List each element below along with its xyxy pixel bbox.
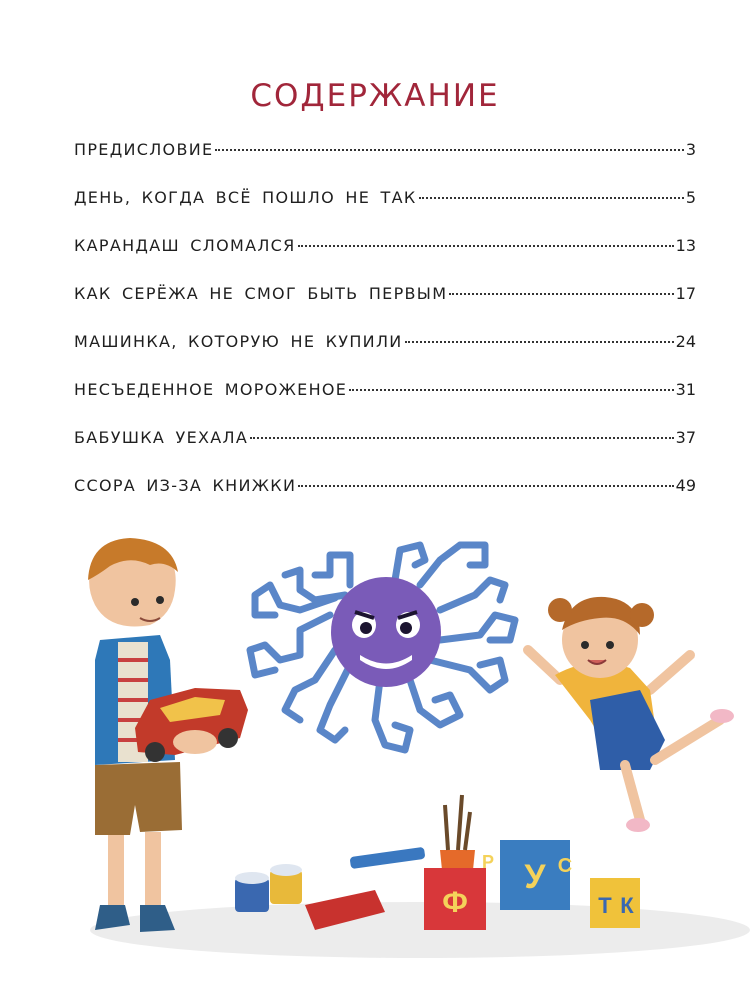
toc-entry-page: 31 [675, 380, 696, 399]
dot-leader [215, 149, 683, 151]
toc-entry[interactable] [74, 188, 696, 236]
girl [528, 597, 734, 832]
page-title: СОДЕРЖАНИЕ [250, 78, 500, 114]
toc-entry-title: НЕСЪЕДЕННОЕ МОРОЖЕНОЕ [74, 380, 348, 399]
dot-leader [298, 245, 674, 247]
toc-entry[interactable] [74, 332, 696, 380]
toc-entry-title: МАШИНКА, КОТОРУЮ НЕ КУПИЛИ [74, 332, 403, 351]
toc-entry-title: КАК СЕРЁЖА НЕ СМОГ БЫТЬ ПЕРВЫМ [74, 284, 448, 303]
block-letter: К [620, 893, 634, 918]
toc-entry[interactable] [74, 236, 696, 284]
block-letter: У [524, 858, 546, 896]
block-letter: С [557, 855, 573, 877]
toc-entry-page: 13 [675, 236, 696, 255]
toc-entry[interactable] [74, 428, 696, 476]
toc-entry-page: 49 [675, 476, 696, 495]
toc-entry-page: 5 [685, 188, 696, 207]
toc-entry[interactable] [74, 140, 696, 188]
table-of-contents [74, 140, 696, 524]
boy [88, 538, 248, 932]
toc-entry-title: БАБУШКА УЕХАЛА [74, 428, 249, 447]
toc-entry[interactable] [74, 380, 696, 428]
block-letter: Р [481, 852, 495, 872]
dot-leader [419, 197, 684, 199]
dot-leader [349, 389, 673, 391]
toc-entry-title: ПРЕДИСЛОВИЕ [74, 140, 214, 159]
illustration [0, 515, 750, 1000]
block-letter: Ф [442, 886, 468, 919]
toc-entry-title: ДЕНЬ, КОГДА ВСЁ ПОШЛО НЕ ТАК [74, 188, 417, 207]
toc-entry-page: 3 [685, 140, 696, 159]
dot-leader [250, 437, 674, 439]
toc-entry[interactable] [74, 284, 696, 332]
toc-entry-page: 17 [675, 284, 696, 303]
dot-leader [449, 293, 673, 295]
toc-entry-title: КАРАНДАШ СЛОМАЛСЯ [74, 236, 296, 255]
block-letter: Т [598, 893, 612, 918]
toc-entry-title: ССОРА ИЗ-ЗА КНИЖКИ [74, 476, 297, 495]
dot-leader [298, 485, 673, 487]
toc-entry-page: 37 [675, 428, 696, 447]
dot-leader [405, 341, 674, 343]
monster-body [331, 577, 441, 687]
toc-entry-page: 24 [675, 332, 696, 351]
